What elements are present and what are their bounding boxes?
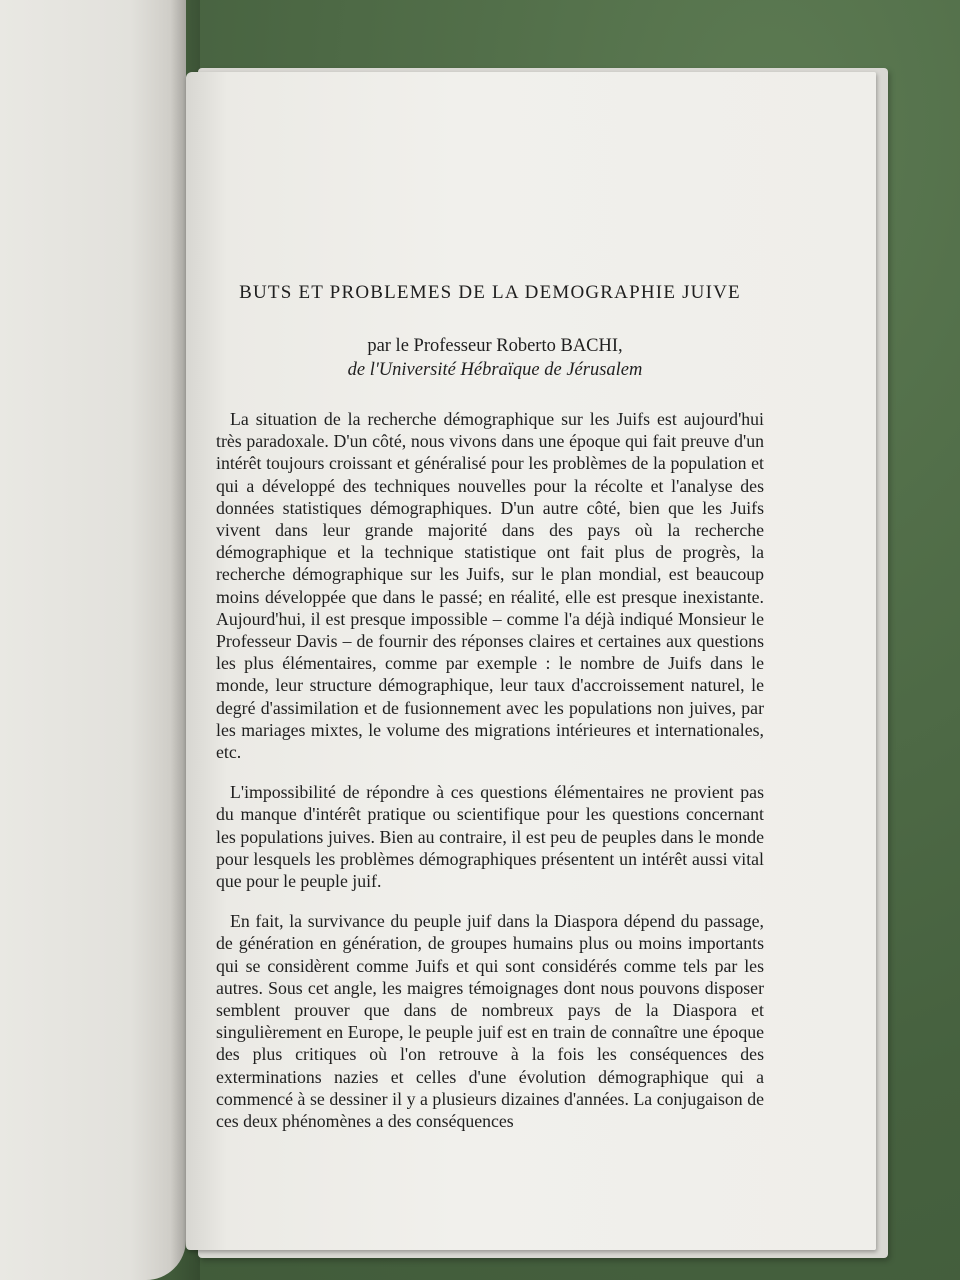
left-page	[0, 0, 186, 1280]
author-line: par le Professeur Roberto BACHI,	[367, 336, 623, 356]
paragraph-2: L'impossibilité de répondre à ces questions élémentaires ne provient pas du manque d'intérêt pratique ou scientifique pour les questions concernant les populations juives. Bien au contraire, il est peu de peuples dans le monde pour lesquels les problèmes démographiques présentent un intérêt aussi vital que pour le peuple juif.	[216, 782, 764, 892]
paragraph-1: La situation de la recherche démographique sur les Juifs est aujourd'hui très paradoxale. D'un côté, nous vivons dans une époque qui fait preuve d'un intérêt toujours croissant et généralisé pour les problèmes de la population et qui a développé des techniques nouvelles pour la récolte et l'analyse des données statistiques démographiques. D'un autre côté, bien que les Juifs vivent dans leur grande majorité dans des pays où la recherche démographique et la technique statistique ont fait plus de progrès, la recherche démographique sur les Juifs, sur le plan mondial, est beaucoup moins développée que dans le passé; en réalité, elle est presque inexistante. Aujourd'hui, il est presque impossible – comme l'a déjà indiqué Monsieur le Professeur Davis – de fournir des réponses claires et certaines aux questions les plus élémentaires, comme par exemple : le nombre de Juifs dans le monde, leur structure démographique, leur taux d'accroissement naturel, le degré d'assimilation et de fusionnement avec les populations non juives, par les mariages mixtes, le volume des migrations intérieures et internationales, etc.	[216, 409, 764, 763]
affiliation-line: de l'Université Hébraïque de Jérusalem	[347, 360, 643, 380]
paragraph-3: En fait, la survivance du peuple juif dans la Diaspora dépend du passage, de génération en génération, de groupes humains plus ou moins importants qui se considèrent comme Juifs et qui sont considérés comme tels par les autres. Sous cet angle, les maigres témoignages dont nous pouvons disposer semblent prouver que dans de nombreux pays de la Diaspora et singulièrement en Europe, le peuple juif est en train de connaître une époque des plus critiques où l'on retrouve à la fois les conséquences des exterminations nazies et celles d'une évolution démographique qui a commencé à se dessiner il y a plusieurs dizaines d'années. La conjugaison de ces deux phénomènes a des conséquences	[216, 911, 764, 1132]
byline	[226, 334, 764, 382]
article-body	[216, 282, 764, 1150]
article-title: BUTS ET PROBLEMES DE LA DEMOGRAPHIE JUIVE	[239, 282, 741, 303]
